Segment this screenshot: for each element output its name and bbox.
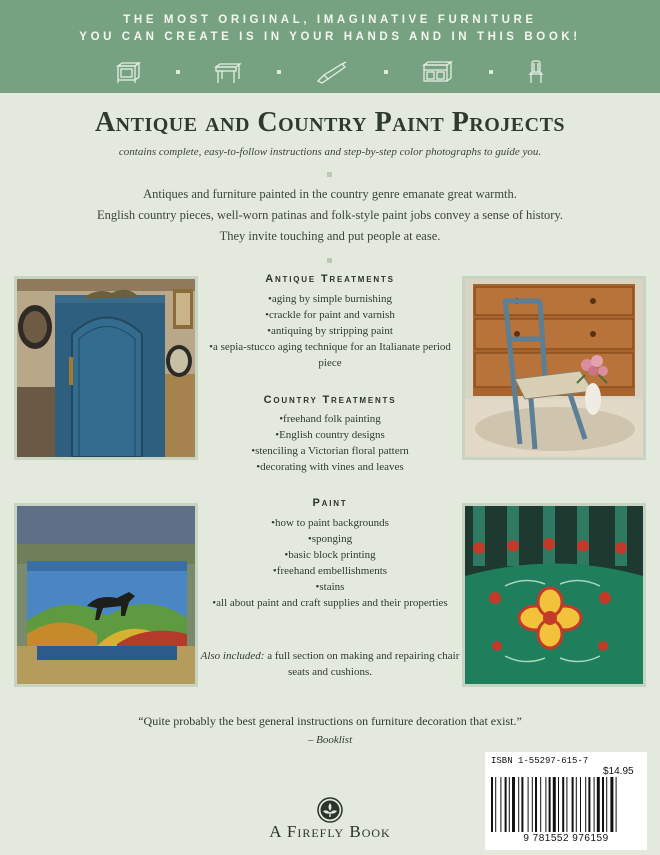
- paintbrush-icon: [315, 60, 349, 84]
- photo-folk-painted-chair: [462, 503, 646, 687]
- list-item: • aging by simple burnishing: [200, 291, 460, 307]
- list-item: • decorating with vines and leaves: [200, 459, 460, 475]
- section-title-antique: Antique Treatments: [265, 273, 395, 285]
- list-item: • a sepia-stucco aging technique for an Italianate period piece: [200, 339, 460, 371]
- banner-line-1: THE MOST ORIGINAL, IMAGINATIVE FURNITURE: [123, 14, 537, 26]
- barcode-bar: [540, 777, 541, 832]
- book-title: Antique and Country Paint Projects: [94, 107, 566, 138]
- nightstand-icon: [115, 60, 141, 84]
- list-item: • how to paint backgrounds: [200, 515, 460, 531]
- barcode-bar: [553, 777, 556, 832]
- furniture-icon-row: [115, 60, 545, 84]
- photo-chair-and-dresser: [462, 276, 646, 460]
- also-included-note: [200, 648, 460, 680]
- barcode-bar: [572, 777, 574, 832]
- intro-line: English country pieces, well-worn patinas and folk-style paint jobs convey a sense of history.: [96, 208, 564, 222]
- section-title-paint: Paint: [312, 497, 348, 509]
- barcode-bar: [594, 777, 595, 832]
- divider-dot: [277, 70, 281, 74]
- divider-dot: [489, 70, 493, 74]
- quote-source: – Booklist: [307, 734, 353, 746]
- list-item: • antiquing by stripping paint: [200, 323, 460, 339]
- price-text: $14.95: [603, 766, 634, 777]
- barcode-bar: [532, 777, 533, 832]
- barcode-bar: [580, 777, 581, 832]
- separator-square: [327, 172, 332, 177]
- list-item: • stains: [200, 579, 460, 595]
- barcode-bar: [606, 777, 607, 832]
- country-treatments-list: [200, 411, 460, 475]
- banner-line-2: YOU CAN CREATE IS IN YOUR HANDS AND IN THIS BOOK!: [79, 31, 581, 43]
- barcode-bar: [495, 777, 496, 832]
- barcode-bar: [597, 777, 600, 832]
- antique-treatments-list: [200, 291, 460, 371]
- intro-paragraph: [70, 184, 590, 247]
- isbn-text: ISBN 1-55297-615-7: [491, 756, 589, 766]
- list-item: • crackle for paint and varnish: [200, 307, 460, 323]
- separator-square: [327, 258, 332, 263]
- chair-icon: [527, 60, 545, 84]
- divider-dot: [384, 70, 388, 74]
- list-item: • freehand folk painting: [200, 411, 460, 427]
- list-item: • sponging: [200, 531, 460, 547]
- barcode-bar: [545, 777, 546, 832]
- barcode-bar: [505, 777, 507, 832]
- barcode-bar: [558, 777, 559, 832]
- barcode-bar: [616, 777, 617, 832]
- list-item: • all about paint and craft supplies and their properties: [200, 595, 460, 611]
- section-title-country: Country Treatments: [263, 394, 397, 406]
- review-quote: “Quite probably the best general instructions on furniture decoration that exist.”: [138, 714, 522, 728]
- divider-dot: [176, 70, 180, 74]
- barcode-bar: [602, 777, 604, 832]
- publisher-name: A Firefly Book: [269, 822, 391, 841]
- barcode-bar: [588, 777, 590, 832]
- barcode-bar: [576, 777, 577, 832]
- barcode-bar: [585, 777, 586, 832]
- list-item: • basic block printing: [200, 547, 460, 563]
- barcode-bar: [518, 777, 519, 832]
- intro-line: They invite touching and put people at ease.: [219, 229, 441, 243]
- barcode-bar: [491, 777, 493, 832]
- barcode-bar: [549, 777, 551, 832]
- barcode-bar: [562, 777, 564, 832]
- also-included-label: Also included:: [200, 650, 265, 662]
- barcode-number: 9 781552 976159: [523, 833, 609, 844]
- intro-line: Antiques and furniture painted in the country genre emanate great warmth.: [143, 187, 517, 201]
- top-banner: [0, 0, 660, 93]
- paint-list: [200, 515, 460, 611]
- firefly-logo-icon: [317, 797, 343, 823]
- list-item: • stenciling a Victorian floral pattern: [200, 443, 460, 459]
- barcode-bar: [512, 777, 515, 832]
- barcode-bar: [535, 777, 537, 832]
- barcode-box: [485, 752, 647, 850]
- barcode-bars: [491, 777, 641, 832]
- book-subtitle: contains complete, easy-to-follow instructions and step-by-step color photographs to guide you.: [118, 146, 542, 158]
- list-item: • English country designs: [200, 427, 460, 443]
- photo-painted-trunk: [14, 503, 198, 687]
- barcode-bar: [528, 777, 529, 832]
- list-item: • freehand embellishments: [200, 563, 460, 579]
- barcode-bar: [566, 777, 567, 832]
- barcode-bar: [500, 777, 501, 832]
- also-included-text: a full section on making and repairing chair seats and cushions.: [264, 650, 460, 678]
- photo-blue-cabinet: [14, 276, 198, 460]
- barcode-bar: [610, 777, 613, 832]
- barcode-bar: [521, 777, 523, 832]
- barcode-bar: [509, 777, 510, 832]
- table-icon: [214, 60, 242, 84]
- dresser-icon: [422, 60, 454, 84]
